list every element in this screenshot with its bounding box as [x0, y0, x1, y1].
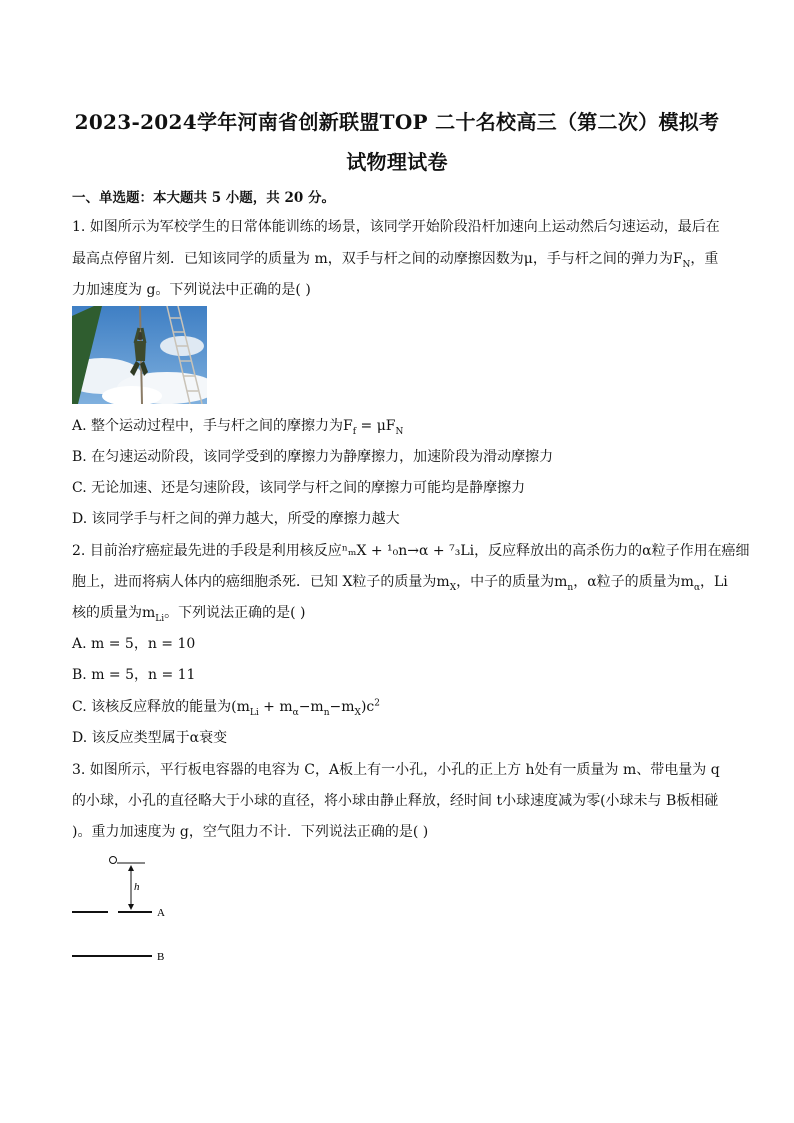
- q2-option-d[interactable]: D. 该反应类型属于α衰变: [72, 730, 228, 746]
- section-header: 一、单选题：本大题共 5 小题，共 20 分。: [72, 190, 335, 206]
- label-a: A: [157, 907, 165, 919]
- q1-option-a[interactable]: A. 整个运动过程中，手与杆之间的摩擦力为$F_f = \mu F_N$: [72, 418, 404, 437]
- ball-icon: [110, 857, 117, 864]
- q3-stem-line1: 3. 如图所示，平行板电容器的电容为 C，A板上有一小孔，小孔的正上方 h处有一质量为 m、带电量为 q: [72, 762, 720, 778]
- q1-stem-line3: 力加速度为 g。下列说法中正确的是( ): [72, 282, 311, 298]
- exam-title-line1: 2023-2024学年河南省创新联盟TOP 二十名校高三（第二次）模拟考: [74, 110, 720, 134]
- label-h: h: [134, 881, 140, 893]
- q2-stem-line3: 核的质量为$m_{Li}$。下列说法正确的是( ): [72, 605, 306, 624]
- q1-stem-line1: 1. 如图所示为军校学生的日常体能训练的场景，该同学开始阶段沿杆加速向上运动然后匀速运动，最后在: [72, 219, 720, 235]
- q3-stem-line2: 的小球，小孔的直径略大于小球的直径，将小球由静止释放，经时间 t小球速度减为零(小球未与 B板相碰: [72, 793, 719, 809]
- q1-option-d[interactable]: D. 该同学手与杆之间的弹力越大，所受的摩擦力越大: [72, 511, 400, 527]
- q3-stem-line3: )。重力加速度为 g，空气阻力不计．下列说法正确的是( ): [72, 824, 429, 840]
- q1-stem-line2: 最高点停留片刻．已知该同学的质量为 m，双手与杆之间的动摩擦因数为μ，手与杆之间的弹力为$F_N$，重: [72, 251, 719, 270]
- q2-option-a[interactable]: A. m = 5，n = 10: [72, 636, 196, 652]
- q2-stem-line2: 胞上，进而将病人体内的癌细胞杀死．已知 X粒子的质量为$m_X$，中子的质量为$m_n$，α粒子的质量为$m_\alpha$，Li: [72, 574, 728, 593]
- q1-option-c[interactable]: C. 无论加速、还是匀速阶段，该同学与杆之间的摩擦力可能均是静摩擦力: [72, 480, 526, 496]
- q2-option-b[interactable]: B. m = 5，n = 11: [72, 667, 196, 683]
- exam-title-line2: 试物理试卷: [346, 150, 448, 174]
- capacitor-diagram: [70, 850, 210, 970]
- q2-stem-line1: 2. 目前治疗癌症最先进的手段是利用核反应ⁿₘX + ¹₀n→α + ⁷₃Li，反应释放出的高杀伤力的α粒子作用在癌细: [72, 543, 750, 559]
- label-b: B: [157, 951, 165, 963]
- training-photo: [72, 306, 207, 404]
- q2-option-c[interactable]: C. 该核反应释放的能量为$(m_{Li} + m_\alpha-m_n-m_X)c^2$: [72, 698, 380, 718]
- q1-option-b[interactable]: B. 在匀速运动阶段，该同学受到的摩擦力为静摩擦力，加速阶段为滑动摩擦力: [72, 449, 554, 465]
- nuclear-reaction-equation: ⁿₘX + ¹₀n→α + ⁷₃Li: [341, 543, 475, 559]
